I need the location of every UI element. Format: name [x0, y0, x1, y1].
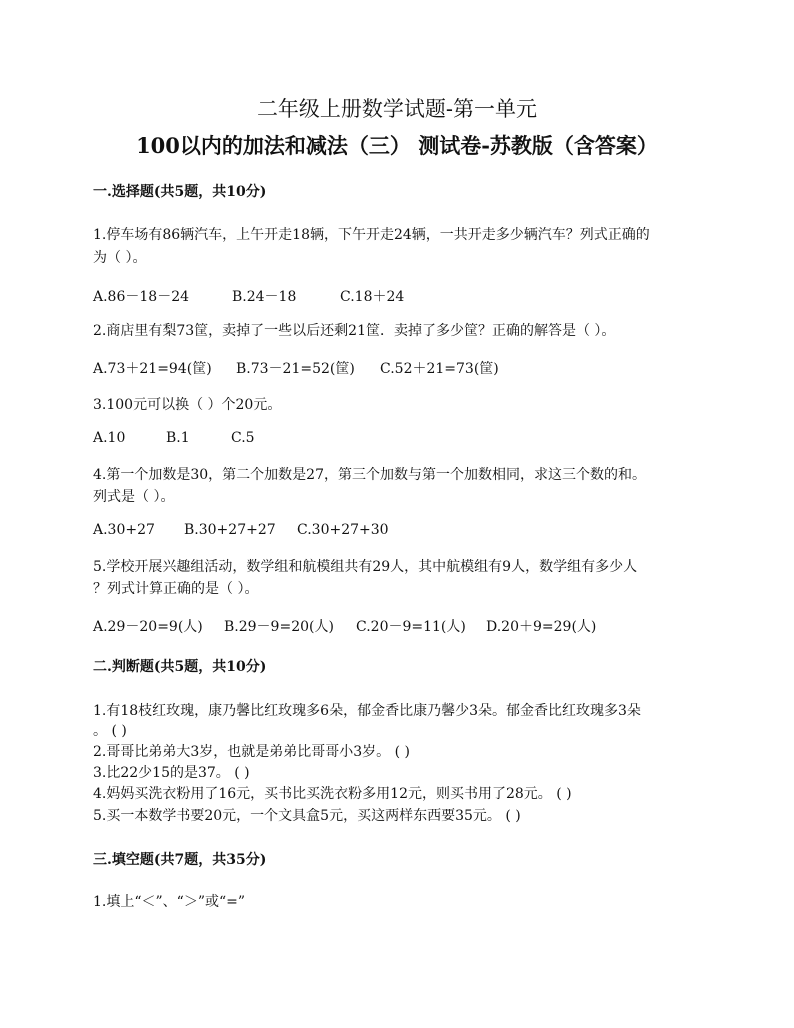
choice-q5-option-d: D.20＋9=29(人) — [486, 619, 597, 635]
judge-q4-text: 4.妈妈买洗衣粉用了16元，买书比买洗衣粉多用12元，则买书用了28元。 ( ) — [93, 786, 572, 802]
choice-q5-option-c: C.20－9=11(人) — [356, 619, 466, 635]
fill-q1-text: 1.填上“＜”、“＞”或“=” — [93, 894, 246, 910]
choice-q4-option-c: C.30+27+30 — [297, 522, 389, 538]
choice-q2-option-c: C.52＋21=73(筐) — [380, 361, 499, 377]
choice-q1-option-c: C.18＋24 — [340, 289, 405, 305]
choice-q5-text-cont: ？列式计算正确的是（ ）。 — [93, 581, 259, 597]
judge-q3-text: 3.比22少15的是37。 ( ) — [93, 765, 250, 781]
choice-q5-text: 5.学校开展兴趣组活动，数学组和航模组共有29人，其中航模组有9人，数学组有多少人 — [93, 559, 638, 575]
choice-q4-option-b: B.30+27+27 — [184, 522, 276, 538]
choice-q2-option-a: A.73＋21=94(筐) — [93, 361, 212, 377]
judge-q5-text: 5.买一本数学书要20元，一个文具盒5元，买这两样东西要35元。 ( ) — [93, 808, 521, 824]
choice-q2-text: 2.商店里有梨73筐，卖掉了一些以后还剩21筐．卖掉了多少筐？正确的解答是（ ）。 — [93, 323, 616, 339]
judge-q2-text: 2.哥哥比弟弟大3岁，也就是弟弟比哥哥小3岁。 ( ) — [93, 744, 410, 760]
page-title: 二年级上册数学试题-第一单元 — [256, 97, 538, 121]
section-heading-fill: 三.填空题(共7题，共35分) — [93, 852, 267, 868]
choice-q3-option-a: A.10 — [93, 430, 126, 446]
section-heading-judge: 二.判断题(共5题，共10分) — [93, 659, 267, 675]
choice-q3-option-c: C.5 — [231, 430, 255, 446]
choice-q1-option-a: A.86－18－24 — [93, 289, 190, 305]
choice-q5-option-a: A.29－20=9(人) — [93, 619, 203, 635]
choice-q3-option-b: B.1 — [166, 430, 190, 446]
choice-q4-text-cont: 列式是（ ）。 — [93, 489, 175, 505]
choice-q4-option-a: A.30+27 — [93, 522, 155, 538]
choice-q2-option-b: B.73－21=52(筐) — [236, 361, 355, 377]
judge-q1-text-cont: 。 ( ) — [93, 723, 127, 739]
choice-q3-text: 3.100元可以换（ ）个20元。 — [93, 397, 282, 413]
page-subtitle: 100以内的加法和减法（三） 测试卷-苏教版（含答案） — [136, 133, 658, 158]
judge-q1-text: 1.有18枝红玫瑰，康乃馨比红玫瑰多6朵，郁金香比康乃馨少3朵。郁金香比红玫瑰多3朵 — [93, 703, 641, 719]
choice-q1-text: 1.停车场有86辆汽车，上午开走18辆，下午开走24辆，一共开走多少辆汽车？列式正确的 — [93, 227, 650, 243]
section-heading-choice: 一.选择题(共5题，共10分) — [93, 184, 267, 200]
choice-q1-option-b: B.24－18 — [232, 289, 297, 305]
choice-q5-option-b: B.29－9=20(人) — [224, 619, 334, 635]
choice-q1-text-cont: 为（ ）。 — [93, 250, 147, 266]
choice-q4-text: 4.第一个加数是30，第二个加数是27，第三个加数与第一个加数相同，求这三个数的和。 — [93, 467, 646, 483]
